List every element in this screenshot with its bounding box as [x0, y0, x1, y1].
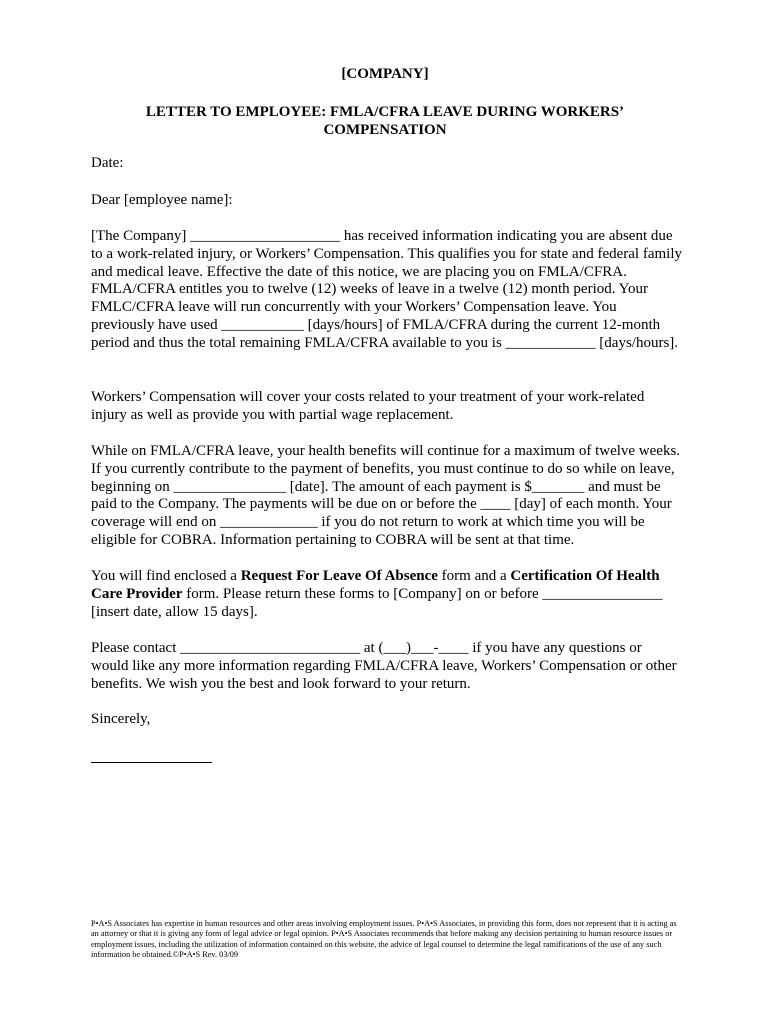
- text: [date]. The amount of each payment is $: [286, 478, 532, 495]
- company-heading: [COMPANY]: [341, 66, 429, 82]
- blank-remaining-days: ____________: [505, 334, 596, 351]
- blank-return-date: ________________: [542, 585, 663, 602]
- paragraph-absence-notice: [91, 228, 683, 353]
- text: form and a: [437, 568, 511, 584]
- blank-contact-name: ________________________: [180, 640, 361, 656]
- salutation: Dear [employee name]:: [91, 192, 233, 208]
- text: [insert date, allow 15 days].: [91, 603, 258, 620]
- form-name-certification: Certification Of Health Care Provider: [91, 568, 660, 602]
- date-line: Date:: [91, 155, 124, 171]
- blank-area-code: ___: [383, 640, 406, 656]
- blank-coverage-end: _____________: [220, 514, 318, 531]
- blank-due-day: ____: [480, 496, 511, 513]
- text: [days/hours].: [595, 334, 679, 351]
- text: You will find enclosed a: [91, 568, 241, 584]
- form-name-request-leave: Request For Leave Of Absence: [240, 568, 438, 584]
- letter-title: LETTER TO EMPLOYEE: FMLA/CFRA LEAVE DURING WORKERS’ COMPENSATION: [145, 104, 625, 138]
- blank-company-rep: ____________________: [190, 228, 341, 244]
- text: [days/hours] of FMLA/CFRA during the current 12-month period and thus the total remaining FMLA/CFRA available to you is: [91, 316, 661, 351]
- signature-line: [91, 762, 212, 763]
- text: form. Please return these forms to [Company] on or before: [182, 585, 543, 602]
- footer-disclaimer: P•A•S Associates has expertise in human resources and other areas involving employment issues. P•A•S Associates, in providing this form, does not represent that it is acting as an attorney or that it is giving any form of legal advice or legal opinion. P•A•S Associates recommends that before making any decision pertaining to human resource issues or employment issues, including the utilization of information contained on this website, the advice of legal counsel to determine the legal ramifications of the use of any such information be obtained.©P•A•S Rev. 03/09: [91, 919, 677, 960]
- text: Please contact: [91, 640, 181, 656]
- paragraph-health-benefits: [91, 443, 683, 550]
- closing: Sincerely,: [91, 711, 151, 727]
- paragraph-workers-comp: Workers’ Compensation will cover your costs related to your treatment of your work-related injury as well as provide you with partial wage replacement.: [91, 389, 645, 423]
- paragraph-enclosed-forms: [91, 568, 683, 621]
- text: if you do not return to work at which time you will be eligible for COBRA. Information pertaining to COBRA will be sent at that time.: [91, 514, 645, 548]
- blank-start-date: _______________: [173, 478, 286, 495]
- paragraph-contact: [91, 640, 683, 693]
- text: if you have any questions or would like any more information regarding FMLA/CFRA leave, Workers’ Compensation or other benefits. We wish you the best and look forward to your return.: [91, 640, 677, 692]
- text: [day] of each month. Your coverage will end on: [91, 496, 672, 531]
- text: and must be paid to the Company. The payments will be due on or before the: [91, 478, 661, 513]
- blank-used-days: ___________: [221, 316, 304, 333]
- blank-phone-prefix: ___: [410, 640, 434, 656]
- text: While on FMLA/CFRA leave, your health benefits will continue for a maximum of twelve weeks. If you currently contribute to the payment of benefits, you must continue to do so while on leave, beginning on: [91, 443, 681, 495]
- text: at (: [360, 640, 384, 656]
- text: [The Company]: [91, 228, 191, 244]
- blank-phone-line: ____: [438, 640, 469, 656]
- text: ): [405, 640, 411, 656]
- text: -: [433, 640, 439, 656]
- blank-payment-amount: _______: [531, 478, 585, 495]
- text: has received information indicating you are absent due to a work-related injury, or Workers’ Compensation. This qualifies you for state and federal family and medical leave. Effective the date of this notice, we are placing you on FMLA/CFRA. FMLA/CFRA entitles you to twelve (12) weeks of leave in a twelve (12) month period. Your FMLC/CFRA leave will run concurrently with your Workers’ Compensation leave. You previously have used: [91, 228, 682, 333]
